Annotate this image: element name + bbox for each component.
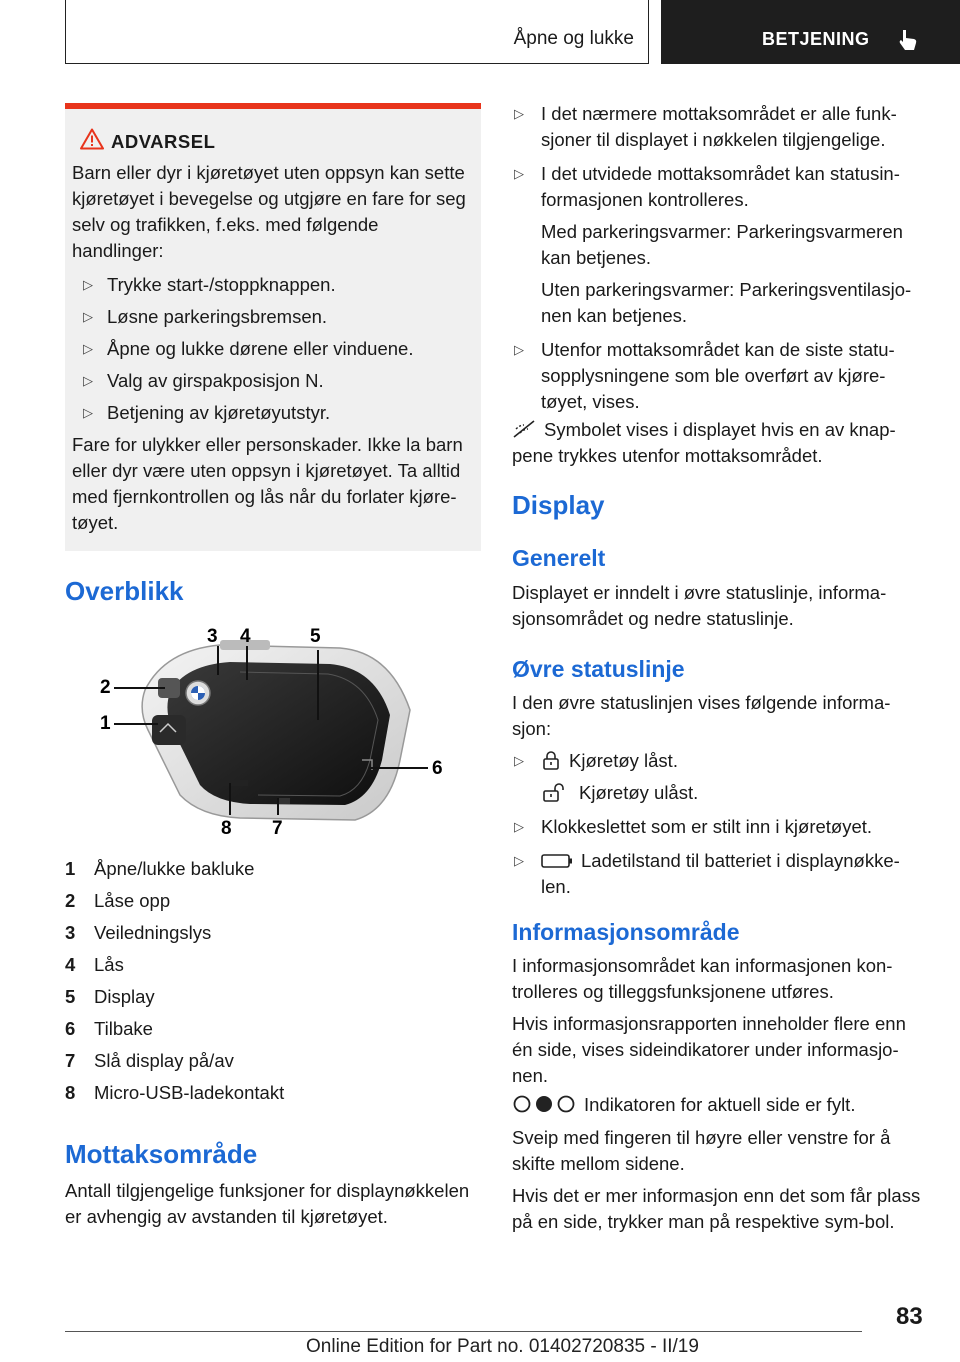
callout-5: 5: [310, 626, 321, 647]
list-item: ▷ Ladetilstand til batteriet i displaynøkke-len.: [514, 850, 900, 897]
footer-edition: Online Edition for Part no. 01402720835 - II/19: [306, 1336, 699, 1357]
info-area-text-2: Hvis informasjonsrapporten inneholder flere enn én side, vises sideindikatorer under informasjo-nen.: [512, 1013, 906, 1086]
list-item: ▷ Utenfor mottaksområdet kan de siste statu-sopplysningene som ble overført av kjøre-tøyet, vises.: [514, 339, 895, 412]
legend-row: 6 Tilbake: [65, 1018, 153, 1039]
warning-intro: Barn eller dyr i kjøretøyet uten oppsyn kan sette kjøretøyet i bevegelse og utgjøre en fare for seg selv og trafikken, f.eks. med følgende handlinger:: [72, 162, 466, 261]
range-list: [512, 101, 924, 423]
list-item: ▷ Valg av girspakposisjon N.: [72, 368, 473, 394]
upper-statusbar-heading: Øvre statuslinje: [512, 656, 685, 682]
range-heading: Mottaksområde: [65, 1139, 258, 1169]
warning-title: ADVARSEL: [111, 131, 473, 153]
range-text: Antall tilgjengelige funksjoner for displaynøkkelen er avhengig av avstanden til kjøretøyet.: [65, 1180, 470, 1227]
upper-statusbar-text: I den øvre statuslinjen vises følgende informa-sjon:: [512, 692, 891, 739]
list-item: ▷ Betjening av kjøretøyutstyr.: [72, 400, 473, 426]
list-item: ▷ Klokkeslettet som er stilt inn i kjøretøyet.: [512, 814, 924, 840]
list-item: ▷ Åpne og lukke dørene eller vinduene.: [72, 336, 473, 362]
overview-legend: [65, 853, 284, 1109]
list-item: ▷ Kjøretøy låst. Kjøretøy ulåst.: [514, 750, 699, 803]
warning-outro: Fare for ulykker eller personskader. Ikke la barn eller dyr være uten oppsyn i kjøretøyet. Ta alltid med fjernkontrollen og lås når du forlater kjøre-tøyet.: [72, 434, 463, 533]
info-area-heading: Informasjonsområde: [512, 919, 740, 945]
pointing-hand-icon: [896, 28, 920, 52]
symbol-note: Symbolet vises i displayet hvis en av knap-pene trykkes utenfor mottaksområdet.: [512, 419, 896, 466]
warning-box: [65, 103, 481, 551]
more-text: Hvis det er mer informasjon enn det som får plass på en side, trykker man på respektive sym-bol.: [512, 1185, 921, 1232]
legend-row: 7 Slå display på/av: [65, 1050, 234, 1071]
legend-row: 8 Micro-USB-ladekontakt: [65, 1082, 285, 1103]
swipe-text: Sveip med fingeren til høyre eller venstre for å skifte mellom sidene.: [512, 1127, 891, 1174]
no-signal-icon: [512, 419, 538, 439]
callout-7: 7: [272, 818, 283, 839]
callout-4: 4: [240, 626, 251, 647]
list-item: ▷ Trykke start-/stoppknappen.: [72, 272, 473, 298]
legend-row: 4 Lås: [65, 954, 124, 975]
warning-list: [72, 272, 473, 426]
triangle-bullet-icon: ▷: [514, 819, 524, 834]
page-indicator-dots-icon: [512, 1094, 576, 1114]
callout-1: 1: [100, 713, 111, 734]
header-chapter-box: [661, 0, 960, 64]
general-heading: Generelt: [512, 545, 606, 571]
list-item: ▷ I det nærmere mottaksområdet er alle funk-sjoner til displayet i nøkkelen tilgjengelige.: [514, 103, 897, 150]
triangle-bullet-icon: ▷: [83, 309, 93, 324]
info-area-text-1: I informasjonsområdet kan informasjonen kon-trolleres og tilleggsfunksjonene utføres.: [512, 955, 893, 1002]
list-item: ▷ Løsne parkeringsbremsen.: [72, 304, 473, 330]
legend-row: 2 Låse opp: [65, 890, 171, 911]
page-number: 83: [896, 1303, 923, 1330]
display-key-illustration: [90, 620, 460, 842]
triangle-bullet-icon: ▷: [514, 106, 524, 121]
triangle-bullet-icon: ▷: [83, 341, 93, 356]
overview-heading: Overblikk: [65, 576, 184, 606]
page-indicator-note: Indikatoren for aktuell side er fylt.: [512, 1092, 924, 1118]
battery-icon: [541, 853, 573, 869]
callout-3: 3: [207, 626, 218, 647]
header-section-title: Åpne og lukke: [513, 28, 634, 49]
callout-2: 2: [100, 677, 111, 698]
list-item: ▷ I det utvidede mottaksområdet kan statusin-formasjonen kontrolleres. Med parkeringsvarmer: Parkeringsvarmeren kan betjenes. Uten parkeringsvarmer: Parkeringsventilasjo-nen kan betjenes.: [512, 161, 924, 329]
callout-6: 6: [432, 758, 443, 779]
statusbar-list: [512, 748, 924, 908]
legend-row: 3 Veiledningslys: [65, 922, 212, 943]
lock-open-icon: [541, 782, 571, 802]
triangle-bullet-icon: ▷: [83, 277, 93, 292]
header-chapter-title: BETJENING: [762, 29, 870, 49]
callout-8: 8: [221, 818, 232, 839]
list-item-detail: Uten parkeringsvarmer: Parkeringsventilasjo-nen kan betjenes.: [541, 279, 912, 326]
triangle-bullet-icon: ▷: [83, 373, 93, 388]
warning-triangle-icon: [80, 128, 104, 150]
list-item-detail: Med parkeringsvarmer: Parkeringsvarmeren kan betjenes.: [541, 221, 903, 268]
triangle-bullet-icon: ▷: [514, 753, 524, 768]
footer-divider: [65, 1331, 862, 1332]
triangle-bullet-icon: ▷: [514, 166, 524, 181]
triangle-bullet-icon: ▷: [83, 405, 93, 420]
header-section-box: [65, 0, 649, 64]
lock-closed-icon: [541, 750, 561, 770]
triangle-bullet-icon: ▷: [514, 853, 524, 868]
general-text: Displayet er inndelt i øvre statuslinje, informa-sjonsområdet og nedre statuslinje.: [512, 582, 887, 629]
display-heading: Display: [512, 490, 605, 520]
legend-row: 1 Åpne/lukke bakluke: [65, 858, 255, 879]
triangle-bullet-icon: ▷: [514, 342, 524, 357]
legend-row: 5 Display: [65, 986, 155, 1007]
